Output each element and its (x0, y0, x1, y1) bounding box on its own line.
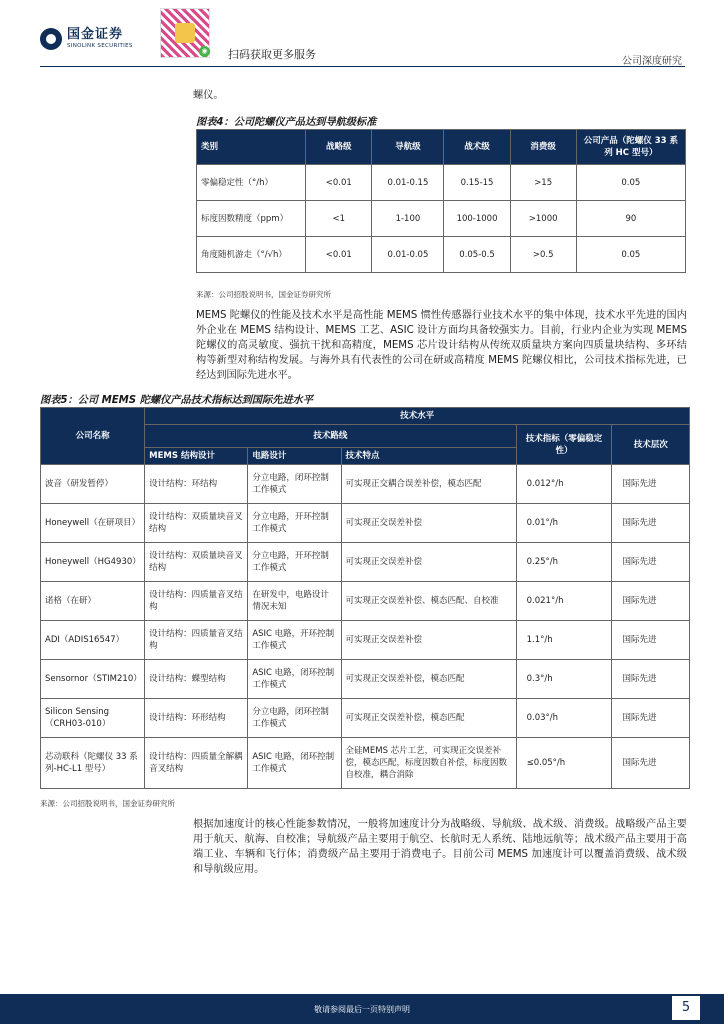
cell: 设计结构：双质量块音叉结构 (145, 543, 248, 582)
cell: 国际先进 (612, 465, 690, 504)
figure4-source: 来源：公司招股说明书，国金证券研究所 (196, 290, 331, 299)
cell: 0.05 (576, 237, 685, 273)
wechat-icon: ◉ (199, 46, 210, 57)
cell: 在研发中，电路设计情况未知 (248, 582, 341, 621)
figure5-title: 图表5：公司 MEMS 陀螺仪产品技术指标达到国际先进水平 (40, 395, 313, 406)
th-circuit: 电路设计 (248, 448, 341, 465)
cell: 0.012°/h (516, 465, 612, 504)
cell: 100-1000 (444, 201, 510, 237)
cell: ADI（ADIS16547） (41, 621, 145, 660)
cell: >15 (510, 165, 576, 201)
th-features: 技术特点 (341, 448, 516, 465)
cell: ASIC 电路，开环控制工作模式 (248, 621, 341, 660)
th-strategic: 战略级 (306, 130, 372, 165)
cell: 设计结构：环结构 (145, 465, 248, 504)
table-row (41, 543, 690, 582)
table-header-row (41, 408, 690, 425)
page-header (0, 0, 724, 70)
th-tactical: 战术级 (444, 130, 510, 165)
logo-en: SINOLINK SECURITIES (67, 43, 133, 49)
cell: 国际先进 (612, 621, 690, 660)
figure5-table (40, 407, 690, 789)
cell: >0.5 (510, 237, 576, 273)
cell: 国际先进 (612, 582, 690, 621)
cell: 可实现正交耦合误差补偿，模态匹配 (341, 465, 516, 504)
logo-cn: 国金证券 (67, 27, 124, 42)
cell: 可实现正交误差补偿，模态匹配 (341, 660, 516, 699)
th-indicator: 技术指标（零偏稳定性） (516, 425, 612, 465)
cell: 分立电路，闭环控制工作模式 (248, 699, 341, 738)
table-row (41, 738, 690, 789)
logo-icon (40, 28, 62, 50)
cell: 诺格（在研） (41, 582, 145, 621)
th-structure: MEMS 结构设计 (145, 448, 248, 465)
cell: 设计结构：蝶型结构 (145, 660, 248, 699)
cell: 0.05 (576, 165, 685, 201)
intro-tail: 螺仪。 (193, 90, 224, 101)
table-row (41, 465, 690, 504)
figure4-table (196, 129, 686, 273)
cell: 可实现正交误差补偿、模态匹配、自校准 (341, 582, 516, 621)
cell: 设计结构：四质量音叉结构 (145, 582, 248, 621)
cell: Honeywell（在研项目） (41, 504, 145, 543)
header-divider (40, 66, 685, 67)
cell: 可实现正交误差补偿，模态匹配 (341, 699, 516, 738)
cell: 0.03°/h (516, 699, 612, 738)
table-row (41, 621, 690, 660)
cell: 0.25°/h (516, 543, 612, 582)
cell: 0.05-0.5 (444, 237, 510, 273)
footer-disclaimer[interactable]: 敬请参阅最后一页特别声明 (314, 1005, 410, 1014)
figure4-title: 图表4：公司陀螺仪产品达到导航级标准 (196, 117, 377, 128)
cell: ≤0.05°/h (516, 738, 612, 789)
cell: 国际先进 (612, 504, 690, 543)
qr-label: 扫码获取更多服务 (228, 48, 316, 61)
th-tech-level: 技术水平 (145, 408, 690, 425)
cell: 国际先进 (612, 699, 690, 738)
paragraph-2: 根据加速度计的核心性能参数情况，一般将加速度计分为战略级、导航级、战术级、消费级。战略级产品主要用于航天、航海、自校准；导航级产品主要用于航空、长航时无人系统、陆地远航等；战术级产品主要用于高端工业、车辆和飞行体；消费级产品主要用于消费电子。目前公司 MEMS 加速度计可以覆盖消费级、战术级和导航级应用。 (193, 819, 687, 875)
page-number: 5 (672, 996, 700, 1020)
cell: 0.3°/h (516, 660, 612, 699)
th-company-product: 公司产品（陀螺仪 33 系列 HC 型号） (576, 130, 685, 165)
th-company: 公司名称 (41, 408, 145, 465)
th-consumer: 消费级 (510, 130, 576, 165)
cell: 1-100 (372, 201, 444, 237)
cell: 设计结构：四质量音叉结构 (145, 621, 248, 660)
cell: 芯动联科（陀螺仪 33 系列-HC-L1 型号） (41, 738, 145, 789)
cell: 标度因数精度（ppm） (197, 201, 306, 237)
cell: 分立电路，开环控制工作模式 (248, 543, 341, 582)
cell: 波音（研发暂停） (41, 465, 145, 504)
th-tech-route: 技术路线 (145, 425, 516, 448)
cell: 零偏稳定性（°/h） (197, 165, 306, 201)
cell: 设计结构：双质量块音叉结构 (145, 504, 248, 543)
cell: Silicon Sensing（CRH03-010） (41, 699, 145, 738)
paragraph-1: MEMS 陀螺仪的性能及技术水平是高性能 MEMS 惯性传感器行业技术水平的集中体现，技术水平先进的国内外企业在 MEMS 结构设计、MEMS 工艺、ASIC 设计方面均具备较强实力。目前，行业内企业为实现 MEMS 陀螺仪的高灵敏度、强抗干扰和高精度，MEMS 芯片设计结构从传统双质量块方案向四质量块结构、多环结构等新型对称结构发展。与海外具有代表性的公司在研或高精度 MEMS 陀螺仪相比，公司技术指标先进，已经达到国际先进水平。 (196, 310, 687, 381)
cell: 可实现正交误差补偿 (341, 504, 516, 543)
table-row (197, 237, 686, 273)
table-row (41, 699, 690, 738)
table-row (197, 165, 686, 201)
cell: Honeywell（HG4930） (41, 543, 145, 582)
cell: 国际先进 (612, 660, 690, 699)
cell: ASIC 电路，闭环控制工作模式 (248, 660, 341, 699)
th-category: 类别 (197, 130, 306, 165)
cell: 0.01°/h (516, 504, 612, 543)
cell: 可实现正交误差补偿 (341, 621, 516, 660)
cell: 分立电路，开环控制工作模式 (248, 504, 341, 543)
cell: <1 (306, 201, 372, 237)
cell: <0.01 (306, 165, 372, 201)
table-header-row (197, 130, 686, 165)
cell: Sensornor（STIM210） (41, 660, 145, 699)
report-type: 公司深度研究 (622, 56, 682, 67)
th-navigation: 导航级 (372, 130, 444, 165)
cell: ASIC 电路，闭环控制工作模式 (248, 738, 341, 789)
cell: <0.01 (306, 237, 372, 273)
cell: 90 (576, 201, 685, 237)
table-row (41, 504, 690, 543)
cell: 0.01-0.05 (372, 237, 444, 273)
cell: 国际先进 (612, 543, 690, 582)
cell: 0.021°/h (516, 582, 612, 621)
cell: 全硅MEMS 芯片工艺，可实现正交误差补偿，模态匹配，标度因数自补偿，标度因数自校准，耦合消除 (341, 738, 516, 789)
th-tier: 技术层次 (612, 425, 690, 465)
cell: 设计结构：环形结构 (145, 699, 248, 738)
table-row (41, 660, 690, 699)
cell: 国际先进 (612, 738, 690, 789)
cell: 1.1°/h (516, 621, 612, 660)
table-row (197, 201, 686, 237)
cell: 可实现正交误差补偿 (341, 543, 516, 582)
cell: 0.01-0.15 (372, 165, 444, 201)
cell: 分立电路，闭环控制工作模式 (248, 465, 341, 504)
figure5-source: 来源：公司招股说明书，国金证券研究所 (40, 799, 175, 808)
cell: 角度随机游走（°/√h） (197, 237, 306, 273)
company-logo (40, 28, 133, 50)
cell: >1000 (510, 201, 576, 237)
table-row (41, 582, 690, 621)
cell: 0.15-15 (444, 165, 510, 201)
cell: 设计结构：四质量全解耦音叉结构 (145, 738, 248, 789)
